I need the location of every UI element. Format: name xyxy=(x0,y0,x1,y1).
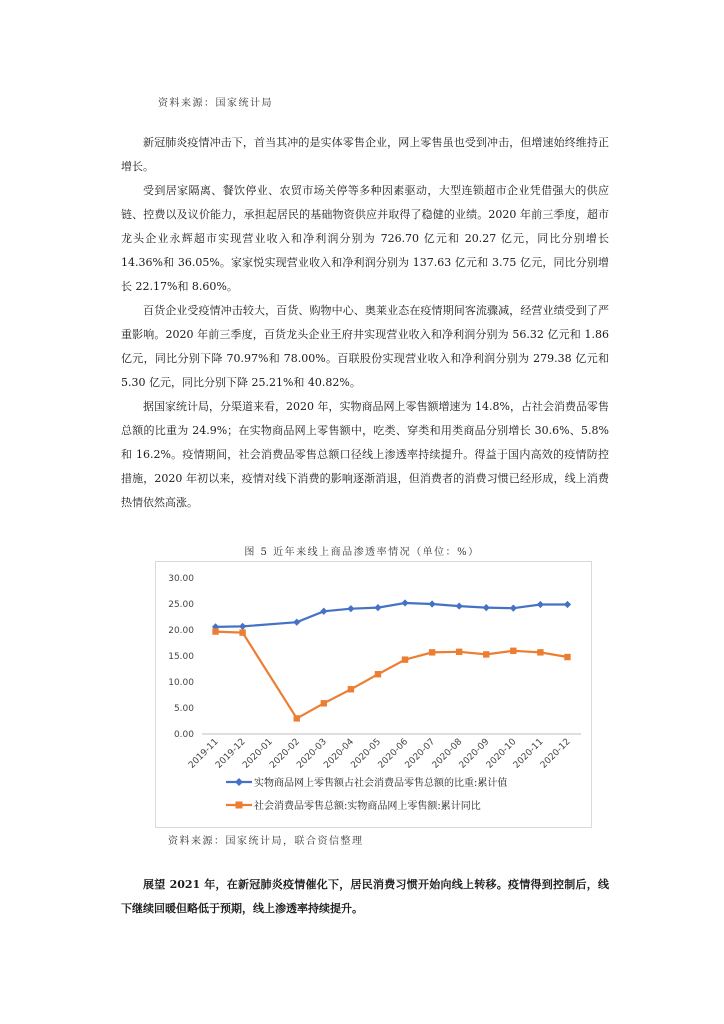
x-tick-label: 2020-11 xyxy=(511,737,546,771)
data-point-square xyxy=(321,700,327,706)
x-tick-label: 2020-02 xyxy=(268,737,302,771)
y-tick-label: 5.00 xyxy=(173,704,194,714)
x-tick-label: 2020-09 xyxy=(457,737,492,771)
x-tick-label: 2019-11 xyxy=(186,737,221,771)
y-tick-label: 10.00 xyxy=(168,678,194,688)
legend-label-2: 社会消费品零售总额:实物商品网上零售额:累计同比 xyxy=(254,801,481,812)
legend-marker-diamond xyxy=(235,778,243,786)
data-point-diamond xyxy=(293,619,300,626)
x-tick-label: 2020-12 xyxy=(538,737,573,771)
data-point-diamond xyxy=(347,605,354,612)
x-tick-label: 2019-12 xyxy=(214,737,248,771)
paragraph-4: 据国家统计局，分渠道来看，2020 年，实物商品网上零售额增速为 14.8%，占社会消费品零售总额的比重为 24.9%；在实物商品网上零售额中，吃类、穿类和用类商品分别增长 30.6%、5.8%和 16.2%。疫情期间，社会消费品零售总额口径线上渗透率持续提升。得益于国内高效的疫情防控措施，2020 年初以来，疫情对线下消费的影响逐渐消退，但消费者的消费习惯已经形成，线上消费热情依然高涨。 xyxy=(121,400,609,509)
data-point-square xyxy=(212,628,218,634)
legend-marker-square xyxy=(236,802,243,809)
line-chart xyxy=(155,561,592,828)
data-point-diamond xyxy=(456,602,463,609)
y-tick-label: 0.00 xyxy=(173,730,194,740)
y-tick-label: 25.00 xyxy=(168,600,194,610)
x-tick-label: 2020-08 xyxy=(430,737,465,771)
x-tick-label: 2020-10 xyxy=(484,737,519,771)
data-point-diamond xyxy=(401,599,408,606)
paragraph-1: 新冠肺炎疫情冲击下，首当其冲的是实体零售企业，网上零售虽也受到冲击，但增速始终维持正增长。 xyxy=(121,136,609,173)
data-point-square xyxy=(294,715,300,721)
data-point-square xyxy=(510,648,516,654)
data-point-diamond xyxy=(537,601,544,608)
x-tick-label: 2020-05 xyxy=(349,737,384,771)
conclusion-text: 展望 2021 年，在新冠肺炎疫情催化下，居民消费习惯开始向线上转移。疫情得到控制后，线下继续回暖但略低于预期，线上渗透率持续提升。 xyxy=(121,878,609,915)
paragraph-3: 百货企业受疫情冲击较大，百货、购物中心、奥莱业态在疫情期间客流骤减，经营业绩受到了严重影响。2020 年前三季度，百货龙头企业王府井实现营业收入和净利润分别为 56.32 亿元和 1.86 亿元，同比分别下降 70.97%和 78.00%。百联股份实现营业收入和净利润分别为 279.38 亿元和 5.30 亿元，同比分别下降 25.21%和 40.82%。 xyxy=(121,304,609,389)
data-point-diamond xyxy=(564,601,571,608)
source-note-bottom: 资料来源：国家统计局，联合资信整理 xyxy=(168,836,364,847)
data-point-square xyxy=(239,629,245,635)
data-point-square xyxy=(537,649,543,655)
legend-label-1: 实物商品网上零售额占社会消费品零售总额的比重:累计值 xyxy=(254,778,508,789)
data-point-square xyxy=(348,686,354,692)
y-tick-label: 15.00 xyxy=(168,652,194,662)
data-point-square xyxy=(429,649,435,655)
source-note-top: 资料来源：国家统计局 xyxy=(158,98,273,109)
chart-svg xyxy=(156,562,593,829)
x-tick-label: 2020-04 xyxy=(322,737,357,771)
data-point-square xyxy=(483,651,489,657)
data-point-square xyxy=(456,649,462,655)
series-line-2 xyxy=(216,632,568,719)
x-tick-label: 2020-03 xyxy=(295,737,329,771)
figure-caption: 图 5 近年来线上商品渗透率情况（单位：%） xyxy=(244,547,480,558)
data-point-diamond xyxy=(239,623,246,630)
y-tick-label: 30.00 xyxy=(168,574,194,584)
x-tick-label: 2020-07 xyxy=(403,737,438,771)
data-point-diamond xyxy=(320,608,327,615)
data-point-square xyxy=(402,656,408,662)
x-tick-label: 2020-06 xyxy=(376,737,411,771)
data-point-diamond xyxy=(429,600,436,607)
data-point-diamond xyxy=(510,605,517,612)
x-tick-label: 2020-01 xyxy=(241,737,275,771)
data-point-square xyxy=(564,654,570,660)
paragraph-2: 受到居家隔离、餐饮停业、农贸市场关停等多种因素驱动，大型连锁超市企业凭借强大的供应链、控费以及议价能力，承担起居民的基础物资供应并取得了稳健的业绩。2020 年前三季度，超市龙头企业永辉超市实现营业收入和净利润分别为 726.70 亿元和 20.27 亿元，同比分别增长 14.36%和 36.05%。家家悦实现营业收入和净利润分别为 137.63 亿元和 3.75 亿元，同比分别增长 22.17%和 8.60%。 xyxy=(121,184,609,293)
body-text xyxy=(121,131,609,515)
data-point-diamond xyxy=(483,604,490,611)
data-point-square xyxy=(375,671,381,677)
data-point-diamond xyxy=(374,604,381,611)
y-tick-label: 20.00 xyxy=(168,626,194,636)
